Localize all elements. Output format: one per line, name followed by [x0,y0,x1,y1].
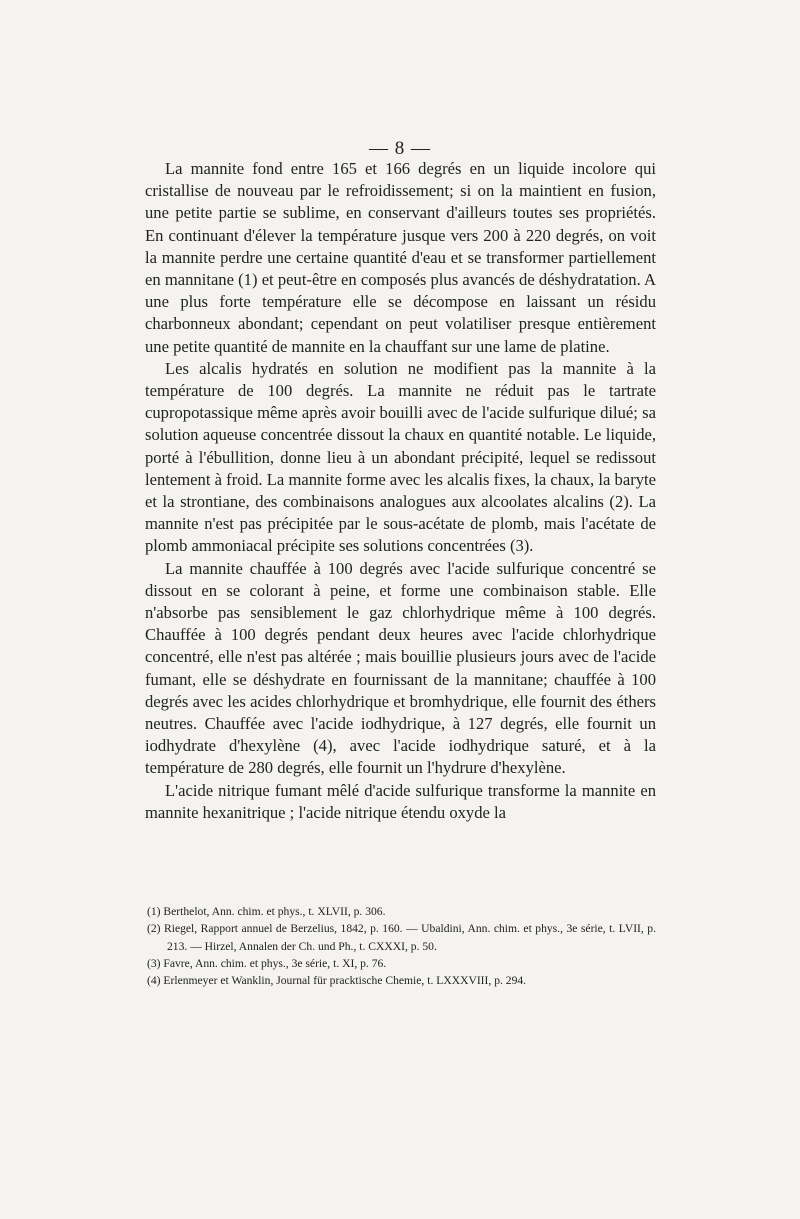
page-number: — 8 — [369,138,431,159]
footnotes [145,903,656,989]
footnote: (2) Riegel, Rapport annuel de Berzelius, 1842, p. 160. — Ubaldini, Ann. chim. et phys., 3e série, t. LVII, p. 213. — Hirzel, Annalen der Ch. und Ph., t. CXXXI, p. 50. [147,922,656,953]
body-text [145,158,656,824]
footnote: (4) Erlenmeyer et Wanklin, Journal für pracktische Chemie, t. LXXXVIII, p. 294. [147,974,527,988]
paragraph: La mannite chauffée à 100 degrés avec l'acide sulfurique concentré se dissout en se colorant à peine, et forme une combinaison stable. Elle n'absorbe pas sensiblement le gaz chlorhydrique même à 100 degrés. Chauffée à 100 degrés pendant deux heures avec l'acide chlorhydrique concentré, elle n'est pas altérée ; mais bouillie plusieurs jours avec de l'acide fumant, elle se déshydrate en fournissant de la mannitane; chauffée à 100 degrés avec les acides chlorhydrique et bromhydrique, elle fournit des éthers neutres. Chauffée avec l'acide iodhydrique, à 127 degrés, elle fournit un iodhydrate d'hexylène (4), avec l'acide iodhydrique saturé, et à la température de 280 degrés, elle fournit un l'hydrure d'hexylène. [145,558,656,778]
footnote: (1) Berthelot, Ann. chim. et phys., t. XLVII, p. 306. [147,905,386,918]
paragraph: Les alcalis hydratés en solution ne modifient pas la mannite à la température de 100 degrés. La mannite ne réduit pas le tartrate cupropotassique même après avoir bouilli avec de l'acide sulfurique dilué; sa solution aqueuse concentrée dissout la chaux en quantité notable. Le liquide, porté à l'ébullition, donne lieu à un abondant précipité, lequel se redissout lentement à froid. La mannite forme avec les alcalis fixes, la chaux, la baryte et la strontiane, des combinaisons analogues aux alcoolates alcalins (2). La mannite n'est pas précipitée par le sous-acétate de plomb, mais l'acétate de plomb ammoniacal précipite ses solutions concentrées (3). [145,358,656,556]
footnote: (3) Favre, Ann. chim. et phys., 3e série, t. XI, p. 76. [147,956,387,970]
paragraph: L'acide nitrique fumant mêlé d'acide sulfurique transforme la mannite en mannite hexanitrique ; l'acide nitrique étendu oxyde la [145,780,656,822]
paragraph: La mannite fond entre 165 et 166 degrés en un liquide incolore qui cristallise de nouveau par le refroidissement; si on la maintient en fusion, une petite partie se sublime, en conservant d'ailleurs toutes ses propriétés. En continuant d'élever la température jusque vers 200 à 220 degrés, on voit la mannite perdre une certaine quantité d'eau et se transformer partiellement en mannitane (1) et peut-être en composés plus avancés de déshydratation. A une plus forte température elle se décompose en laissant un résidu charbonneux abondant; cependant on peut volatiliser presque entièrement une petite quantité de mannite en la chauffant sur une lame de platine. [145,159,656,356]
